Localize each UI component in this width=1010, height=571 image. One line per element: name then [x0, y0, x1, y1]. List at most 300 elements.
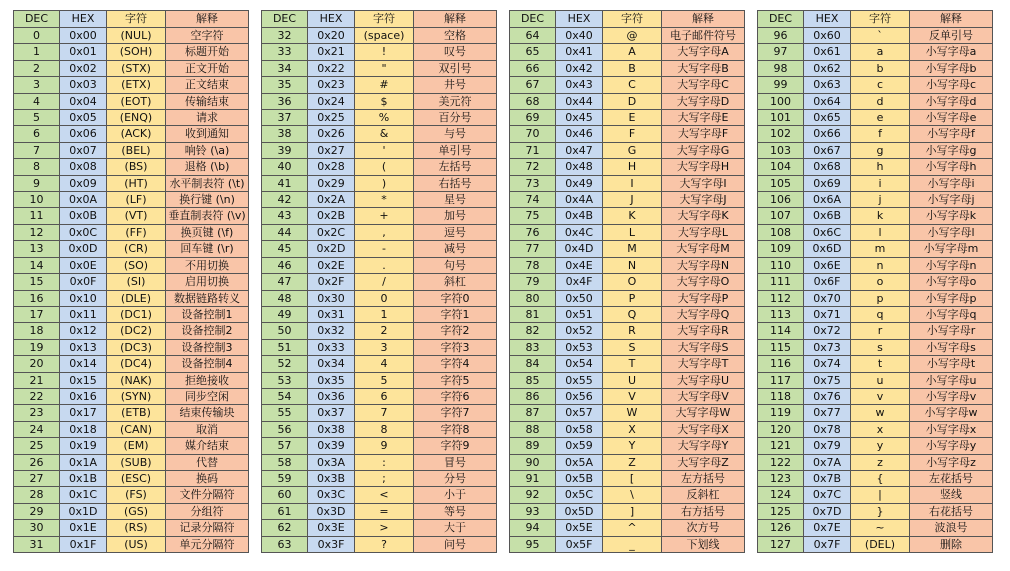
cell-char: Z [603, 454, 662, 470]
cell-desc: 字符9 [414, 438, 497, 454]
cell-hex: 0x31 [308, 306, 355, 322]
table-row [262, 339, 497, 355]
cell-desc: 启用切换 [166, 274, 249, 290]
cell-dec: 127 [758, 536, 804, 552]
cell-desc: 叹号 [414, 44, 497, 60]
table-row [510, 323, 745, 339]
cell-desc: 结束传输块 [166, 405, 249, 421]
cell-char: m [851, 241, 910, 257]
cell-char: W [603, 405, 662, 421]
cell-char: l [851, 224, 910, 240]
cell-desc: 大写字母I [662, 175, 745, 191]
cell-char: (BS) [107, 159, 166, 175]
cell-char: I [603, 175, 662, 191]
header-desc: 解释 [414, 11, 497, 28]
cell-char: ~ [851, 520, 910, 536]
cell-hex: 0x21 [308, 44, 355, 60]
table-row [262, 28, 497, 44]
cell-desc: 不用切换 [166, 257, 249, 273]
cell-char: (US) [107, 536, 166, 552]
cell-dec: 111 [758, 274, 804, 290]
cell-dec: 60 [262, 487, 308, 503]
cell-dec: 0 [14, 28, 60, 44]
cell-dec: 59 [262, 470, 308, 486]
cell-desc: 大写字母S [662, 339, 745, 355]
cell-char: (EM) [107, 438, 166, 454]
table-row [262, 306, 497, 322]
cell-hex: 0x12 [60, 323, 107, 339]
cell-char: b [851, 60, 910, 76]
cell-hex: 0x5D [556, 503, 603, 519]
cell-dec: 42 [262, 192, 308, 208]
cell-desc: 大写字母K [662, 208, 745, 224]
table-header-row [758, 11, 993, 28]
cell-hex: 0x22 [308, 60, 355, 76]
table-row [758, 175, 993, 191]
table-row [510, 536, 745, 552]
cell-char: k [851, 208, 910, 224]
cell-char: X [603, 421, 662, 437]
cell-dec: 114 [758, 323, 804, 339]
cell-hex: 0x62 [804, 60, 851, 76]
cell-desc: 小写字母o [910, 274, 993, 290]
cell-desc: 百分号 [414, 110, 497, 126]
cell-dec: 86 [510, 388, 556, 404]
cell-hex: 0x2F [308, 274, 355, 290]
cell-desc: 次方号 [662, 520, 745, 536]
cell-desc: 大写字母H [662, 159, 745, 175]
cell-hex: 0x6F [804, 274, 851, 290]
cell-desc: 大写字母R [662, 323, 745, 339]
cell-desc: 小写字母g [910, 142, 993, 158]
cell-dec: 13 [14, 241, 60, 257]
cell-hex: 0x65 [804, 110, 851, 126]
cell-hex: 0x57 [556, 405, 603, 421]
cell-char: S [603, 339, 662, 355]
cell-dec: 95 [510, 536, 556, 552]
table-row [510, 44, 745, 60]
cell-hex: 0x7C [804, 487, 851, 503]
cell-dec: 21 [14, 372, 60, 388]
cell-dec: 90 [510, 454, 556, 470]
table-row [510, 356, 745, 372]
cell-desc: 大写字母X [662, 421, 745, 437]
cell-dec: 115 [758, 339, 804, 355]
cell-char: $ [355, 93, 414, 109]
cell-char: (NAK) [107, 372, 166, 388]
cell-dec: 39 [262, 142, 308, 158]
cell-desc: 右花括号 [910, 503, 993, 519]
cell-dec: 73 [510, 175, 556, 191]
table-row [510, 405, 745, 421]
cell-hex: 0x26 [308, 126, 355, 142]
table-row [14, 388, 249, 404]
cell-hex: 0x06 [60, 126, 107, 142]
cell-char: > [355, 520, 414, 536]
cell-dec: 29 [14, 503, 60, 519]
cell-desc: 设备控制2 [166, 323, 249, 339]
cell-desc: 删除 [910, 536, 993, 552]
cell-hex: 0x00 [60, 28, 107, 44]
cell-dec: 68 [510, 93, 556, 109]
cell-hex: 0x0E [60, 257, 107, 273]
cell-char: (FS) [107, 487, 166, 503]
table-row [758, 503, 993, 519]
table-row [758, 126, 993, 142]
cell-char: @ [603, 28, 662, 44]
cell-desc: 左方括号 [662, 470, 745, 486]
table-row [14, 290, 249, 306]
cell-desc: 设备控制3 [166, 339, 249, 355]
cell-char: 7 [355, 405, 414, 421]
cell-char: 1 [355, 306, 414, 322]
table-row [262, 274, 497, 290]
table-row [758, 142, 993, 158]
cell-dec: 20 [14, 356, 60, 372]
cell-char: O [603, 274, 662, 290]
cell-char: (NUL) [107, 28, 166, 44]
cell-desc: 字符5 [414, 372, 497, 388]
cell-desc: 设备控制4 [166, 356, 249, 372]
cell-desc: 字符6 [414, 388, 497, 404]
cell-dec: 30 [14, 520, 60, 536]
cell-hex: 0x5B [556, 470, 603, 486]
cell-dec: 98 [758, 60, 804, 76]
cell-hex: 0x77 [804, 405, 851, 421]
cell-dec: 88 [510, 421, 556, 437]
cell-hex: 0x1C [60, 487, 107, 503]
cell-desc: 双引号 [414, 60, 497, 76]
cell-char: (GS) [107, 503, 166, 519]
table-row [14, 536, 249, 552]
cell-desc: 右括号 [414, 175, 497, 191]
cell-dec: 44 [262, 224, 308, 240]
cell-hex: 0x78 [804, 421, 851, 437]
table-row [262, 487, 497, 503]
cell-desc: 小写字母r [910, 323, 993, 339]
table-row [510, 77, 745, 93]
cell-hex: 0x60 [804, 28, 851, 44]
table-row [758, 28, 993, 44]
cell-hex: 0x03 [60, 77, 107, 93]
cell-hex: 0x14 [60, 356, 107, 372]
cell-char: (ACK) [107, 126, 166, 142]
cell-dec: 85 [510, 372, 556, 388]
cell-dec: 47 [262, 274, 308, 290]
cell-hex: 0x2A [308, 192, 355, 208]
cell-desc: 加号 [414, 208, 497, 224]
cell-desc: 拒绝接收 [166, 372, 249, 388]
cell-desc: 大写字母Q [662, 306, 745, 322]
cell-desc: 大写字母T [662, 356, 745, 372]
table-row [262, 175, 497, 191]
cell-desc: 单引号 [414, 142, 497, 158]
cell-dec: 25 [14, 438, 60, 454]
table-row [758, 224, 993, 240]
table-row [262, 372, 497, 388]
cell-hex: 0x58 [556, 421, 603, 437]
cell-desc: 大写字母U [662, 372, 745, 388]
cell-desc: 小写字母a [910, 44, 993, 60]
table-row [510, 241, 745, 257]
cell-dec: 58 [262, 454, 308, 470]
table-row [262, 438, 497, 454]
cell-desc: 右方括号 [662, 503, 745, 519]
cell-desc: 水平制表符 (\t) [166, 175, 249, 191]
cell-hex: 0x76 [804, 388, 851, 404]
cell-char: (ETB) [107, 405, 166, 421]
cell-hex: 0x52 [556, 323, 603, 339]
table-header-row [262, 11, 497, 28]
cell-dec: 74 [510, 192, 556, 208]
cell-hex: 0x08 [60, 159, 107, 175]
table-row [262, 44, 497, 60]
cell-hex: 0x13 [60, 339, 107, 355]
table-header-row [14, 11, 249, 28]
cell-char: 6 [355, 388, 414, 404]
cell-dec: 125 [758, 503, 804, 519]
cell-char: 0 [355, 290, 414, 306]
table-row [262, 192, 497, 208]
cell-desc: 垂直制表符 (\v) [166, 208, 249, 224]
table-row [510, 520, 745, 536]
table-row [14, 454, 249, 470]
header-hex: HEX [60, 11, 107, 28]
cell-dec: 81 [510, 306, 556, 322]
cell-desc: 波浪号 [910, 520, 993, 536]
header-dec: DEC [262, 11, 308, 28]
table-row [758, 372, 993, 388]
cell-hex: 0x11 [60, 306, 107, 322]
cell-hex: 0x0F [60, 274, 107, 290]
cell-hex: 0x4C [556, 224, 603, 240]
header-desc: 解释 [166, 11, 249, 28]
cell-dec: 41 [262, 175, 308, 191]
cell-hex: 0x2E [308, 257, 355, 273]
cell-char: 5 [355, 372, 414, 388]
table-row [262, 470, 497, 486]
cell-hex: 0x2B [308, 208, 355, 224]
cell-char: Q [603, 306, 662, 322]
table-body [510, 28, 745, 553]
cell-dec: 75 [510, 208, 556, 224]
table-row [262, 323, 497, 339]
cell-char: = [355, 503, 414, 519]
cell-hex: 0x1D [60, 503, 107, 519]
table-row [262, 421, 497, 437]
cell-desc: 取消 [166, 421, 249, 437]
cell-dec: 106 [758, 192, 804, 208]
table-row [14, 421, 249, 437]
cell-dec: 64 [510, 28, 556, 44]
cell-char: u [851, 372, 910, 388]
cell-hex: 0x72 [804, 323, 851, 339]
header-char: 字符 [355, 11, 414, 28]
cell-desc: 记录分隔符 [166, 520, 249, 536]
cell-hex: 0x64 [804, 93, 851, 109]
ascii-table-3 [509, 10, 745, 553]
cell-char: + [355, 208, 414, 224]
cell-desc: 字符4 [414, 356, 497, 372]
cell-dec: 10 [14, 192, 60, 208]
header-dec: DEC [510, 11, 556, 28]
cell-char: : [355, 454, 414, 470]
cell-dec: 11 [14, 208, 60, 224]
cell-dec: 67 [510, 77, 556, 93]
cell-char: n [851, 257, 910, 273]
cell-char: { [851, 470, 910, 486]
table-row [14, 192, 249, 208]
cell-dec: 33 [262, 44, 308, 60]
cell-char: ' [355, 142, 414, 158]
cell-dec: 77 [510, 241, 556, 257]
cell-hex: 0x5E [556, 520, 603, 536]
table-row [758, 290, 993, 306]
cell-desc: 字符2 [414, 323, 497, 339]
cell-char: (BEL) [107, 142, 166, 158]
cell-char: a [851, 44, 910, 60]
cell-desc: 媒介结束 [166, 438, 249, 454]
cell-hex: 0x45 [556, 110, 603, 126]
cell-hex: 0x46 [556, 126, 603, 142]
cell-char: (SYN) [107, 388, 166, 404]
cell-dec: 110 [758, 257, 804, 273]
cell-dec: 120 [758, 421, 804, 437]
header-char: 字符 [603, 11, 662, 28]
cell-char: * [355, 192, 414, 208]
cell-desc: 小写字母f [910, 126, 993, 142]
cell-char: " [355, 60, 414, 76]
cell-char: P [603, 290, 662, 306]
cell-hex: 0x6C [804, 224, 851, 240]
cell-hex: 0x18 [60, 421, 107, 437]
table-row [510, 159, 745, 175]
cell-dec: 8 [14, 159, 60, 175]
cell-dec: 5 [14, 110, 60, 126]
cell-dec: 119 [758, 405, 804, 421]
cell-hex: 0x49 [556, 175, 603, 191]
table-row [262, 503, 497, 519]
cell-desc: 大写字母M [662, 241, 745, 257]
cell-hex: 0x16 [60, 388, 107, 404]
table-row [262, 405, 497, 421]
cell-hex: 0x10 [60, 290, 107, 306]
table-row [758, 241, 993, 257]
cell-desc: 换行键 (\n) [166, 192, 249, 208]
cell-hex: 0x1E [60, 520, 107, 536]
cell-desc: 分号 [414, 470, 497, 486]
cell-desc: 美元符 [414, 93, 497, 109]
cell-dec: 63 [262, 536, 308, 552]
cell-dec: 66 [510, 60, 556, 76]
cell-dec: 103 [758, 142, 804, 158]
cell-desc: 文件分隔符 [166, 487, 249, 503]
cell-dec: 18 [14, 323, 60, 339]
cell-desc: 小写字母z [910, 454, 993, 470]
table-row [510, 28, 745, 44]
table-row [510, 192, 745, 208]
header-desc: 解释 [662, 11, 745, 28]
cell-desc: 请求 [166, 110, 249, 126]
cell-dec: 7 [14, 142, 60, 158]
table-row [14, 159, 249, 175]
cell-desc: 空字符 [166, 28, 249, 44]
cell-hex: 0x6A [804, 192, 851, 208]
table-row [14, 110, 249, 126]
table-row [510, 470, 745, 486]
table-row [14, 77, 249, 93]
cell-desc: 大写字母B [662, 60, 745, 76]
cell-char: . [355, 257, 414, 273]
table-row [758, 274, 993, 290]
cell-desc: 响铃 (\a) [166, 142, 249, 158]
table-row [14, 405, 249, 421]
table-row [14, 306, 249, 322]
cell-hex: 0x2D [308, 241, 355, 257]
cell-hex: 0x55 [556, 372, 603, 388]
cell-desc: 小写字母l [910, 224, 993, 240]
table-row [14, 208, 249, 224]
table-row [262, 126, 497, 142]
table-row [758, 520, 993, 536]
table-body [758, 28, 993, 553]
cell-char: e [851, 110, 910, 126]
cell-char: (SI) [107, 274, 166, 290]
table-row [14, 28, 249, 44]
table-row [262, 208, 497, 224]
table-row [758, 356, 993, 372]
table-row [262, 93, 497, 109]
cell-desc: 下划线 [662, 536, 745, 552]
table-row [14, 487, 249, 503]
cell-char: ? [355, 536, 414, 552]
cell-dec: 56 [262, 421, 308, 437]
cell-dec: 104 [758, 159, 804, 175]
cell-hex: 0x27 [308, 142, 355, 158]
cell-dec: 17 [14, 306, 60, 322]
cell-desc: 左花括号 [910, 470, 993, 486]
cell-char: (ESC) [107, 470, 166, 486]
cell-dec: 53 [262, 372, 308, 388]
cell-hex: 0x36 [308, 388, 355, 404]
cell-dec: 31 [14, 536, 60, 552]
cell-char: w [851, 405, 910, 421]
cell-char: v [851, 388, 910, 404]
cell-char: 2 [355, 323, 414, 339]
cell-hex: 0x25 [308, 110, 355, 126]
cell-desc: 大写字母F [662, 126, 745, 142]
cell-hex: 0x6B [804, 208, 851, 224]
cell-desc: 小写字母t [910, 356, 993, 372]
cell-hex: 0x69 [804, 175, 851, 191]
table-row [14, 356, 249, 372]
cell-char: (SUB) [107, 454, 166, 470]
table-row [14, 93, 249, 109]
cell-dec: 27 [14, 470, 60, 486]
cell-desc: 字符3 [414, 339, 497, 355]
cell-desc: 大写字母L [662, 224, 745, 240]
cell-char: R [603, 323, 662, 339]
cell-char: B [603, 60, 662, 76]
cell-char: ` [851, 28, 910, 44]
cell-char: (DC2) [107, 323, 166, 339]
cell-dec: 46 [262, 257, 308, 273]
cell-char: < [355, 487, 414, 503]
cell-dec: 80 [510, 290, 556, 306]
cell-char: s [851, 339, 910, 355]
cell-dec: 123 [758, 470, 804, 486]
cell-dec: 14 [14, 257, 60, 273]
